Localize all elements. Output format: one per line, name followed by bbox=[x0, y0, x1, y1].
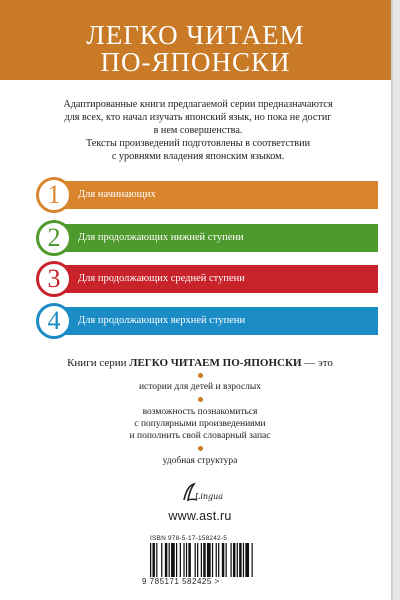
level-number-badge: 1 bbox=[36, 177, 72, 213]
bullet-dot bbox=[198, 373, 203, 378]
isbn-number: ISBN 978-5-17-158242-5 bbox=[150, 535, 228, 542]
level-label: Для продолжающих нижней ступени bbox=[78, 232, 244, 243]
level-1-row bbox=[36, 180, 378, 210]
level-number-badge: 4 bbox=[36, 303, 72, 339]
lingua-logo-icon bbox=[180, 482, 230, 504]
series-suffix: — это bbox=[304, 357, 333, 369]
barcode-icon bbox=[150, 543, 254, 577]
website-address: www.ast.ru bbox=[168, 509, 232, 523]
level-number-badge: 3 bbox=[36, 261, 72, 297]
level-label: Для начинающих bbox=[78, 189, 156, 200]
feature-line: возможность познакомиться bbox=[142, 407, 258, 417]
level-number-badge: 2 bbox=[36, 220, 72, 256]
feature-line: и пополнить свой словарный запас bbox=[129, 431, 271, 441]
series-description bbox=[0, 357, 400, 369]
logo-text: Lingua bbox=[195, 492, 224, 501]
series-name: ЛЕГКО ЧИТАЕМ ПО-ЯПОНСКИ bbox=[129, 357, 302, 369]
barcode-digits: 9 785171 582425 > bbox=[142, 577, 220, 586]
series-prefix: Книги серии bbox=[67, 357, 127, 369]
intro-line: Тексты произведений подготовлены в соответствии bbox=[85, 138, 311, 149]
intro-line: с уровнями владения японским языком. bbox=[111, 151, 285, 162]
feature-line: с популярными произведениями bbox=[134, 419, 266, 429]
intro-line: в нем совершенства. bbox=[153, 125, 243, 136]
bullet-dot bbox=[198, 397, 203, 402]
intro-text bbox=[24, 98, 372, 163]
feature-item bbox=[0, 406, 400, 442]
intro-line: Адаптированные книги предлагаемой серии предназначаются bbox=[63, 99, 333, 110]
level-3-row bbox=[36, 264, 378, 294]
bullet-dot bbox=[198, 446, 203, 451]
series-title-line1: ЛЕГКО ЧИТАЕМ bbox=[86, 20, 305, 50]
feature-item: истории для детей и взрослых bbox=[138, 382, 262, 392]
level-label: Для продолжающих средней ступени bbox=[78, 273, 245, 284]
level-label: Для продолжающих верхней ступени bbox=[78, 315, 246, 326]
level-2-row bbox=[36, 223, 378, 253]
title-banner bbox=[0, 0, 391, 80]
level-4-row bbox=[36, 306, 378, 336]
intro-line: для всех, кто начал изучать японский язык, но пока не достиг bbox=[64, 112, 332, 123]
series-title-line2: ПО-ЯПОНСКИ bbox=[100, 47, 291, 77]
feature-item: удобная структура bbox=[162, 456, 238, 466]
